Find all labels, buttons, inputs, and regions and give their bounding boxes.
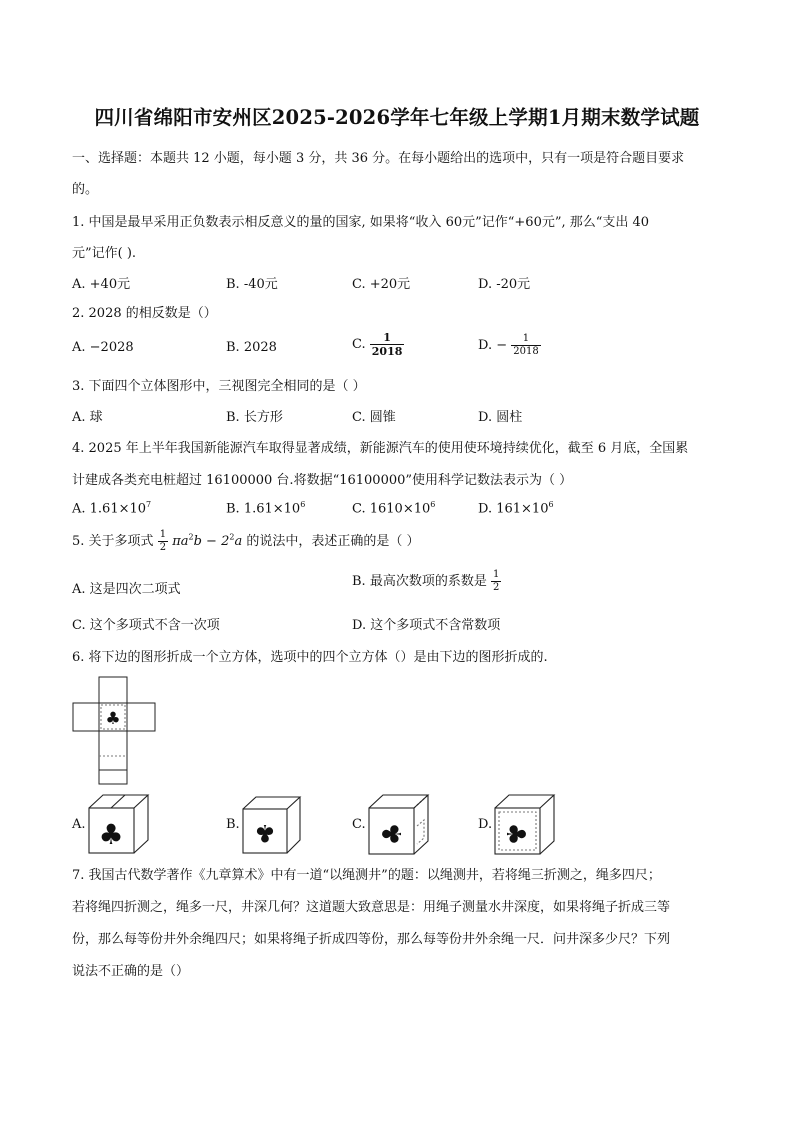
q2-option-b: B. 2028 [226, 340, 277, 355]
q5-polynomial-fraction [158, 530, 168, 553]
q2-option-a: A. −2028 [72, 340, 134, 355]
q2-option-c-denominator: 2018 [371, 345, 403, 358]
q1-option-c: C. +20元 [352, 277, 411, 292]
q5-polynomial-exp2: 2 [229, 532, 235, 542]
q4-stem-line2: 计建成各类充电桩超过 16100000 台.将数据“16100000”使用科学记数法表示为（ ） [72, 473, 573, 488]
page-title: 四川省绵阳市安州区2025-2026学年七年级上学期1月期末数学试题 [94, 106, 700, 129]
q6-option-d-cube [494, 794, 556, 856]
q7-stem-line1: 7. 我国古代数学著作《九章算术》中有一道“以绳测井”的题：以绳测井，若将绳三折测之，绳多四尺； [72, 868, 661, 883]
q4-option-c [352, 500, 435, 516]
q5-option-b-denominator: 2 [492, 582, 500, 593]
q2-option-c-label: C. [352, 337, 366, 352]
club-icon: ♣ [378, 822, 408, 846]
q4-option-b [226, 500, 305, 516]
q3-option-a: A. 球 [72, 410, 103, 425]
q5-polynomial-term1: πa [172, 534, 189, 549]
q1-option-a: A. +40元 [72, 277, 131, 292]
section-instructions-line2: 的。 [72, 182, 99, 197]
q7-stem-line4: 说法不正确的是（） [72, 964, 190, 979]
q4-option-b-exponent: 6 [300, 500, 306, 509]
q1-stem-line2: 元”记作( ). [72, 246, 137, 261]
q2-option-d-fraction [511, 334, 540, 357]
q2-option-d [478, 334, 541, 357]
q4-option-c-base: C. 1610×10 [352, 501, 431, 517]
q2-stem: 2. 2028 的相反数是（） [72, 306, 217, 321]
q4-option-b-base: B. 1.61×10 [226, 501, 301, 517]
q5-option-b-fraction [491, 570, 501, 593]
q2-option-d-denominator: 2018 [513, 346, 539, 357]
q5-fraction-numerator: 1 [159, 529, 167, 540]
q1-stem-line1: 1. 中国是最早采用正负数表示相反意义的量的国家, 如果将“收入 60元”记作“+60元”, 那么“支出 40 [72, 215, 650, 230]
net-face-lower [99, 731, 127, 784]
q1-option-d: D. -20元 [478, 277, 531, 292]
q5-polynomial-exp1: 2 [188, 532, 194, 542]
q2-option-d-numerator: 1 [511, 334, 540, 346]
q5-option-b-numerator: 1 [492, 569, 500, 580]
club-icon: ♣ [500, 822, 530, 846]
q5-option-a: A. 这是四次二项式 [72, 582, 181, 597]
q5-stem-prefix: 5. 关于多项式 [72, 534, 154, 549]
club-icon: ♣ [254, 819, 276, 847]
q3-option-d: D. 圆柱 [478, 410, 523, 425]
club-icon: ♣ [105, 709, 121, 729]
q4-option-d [478, 500, 554, 516]
q4-option-a-base: A. 1.61×10 [72, 501, 147, 517]
q2-option-c [352, 332, 404, 357]
q5-fraction-denominator: 2 [159, 542, 167, 553]
q6-option-a-label: A. [72, 817, 86, 832]
q4-option-d-exponent: 6 [548, 500, 554, 509]
club-icon: ♣ [98, 818, 124, 851]
q3-option-c: C. 圆锥 [352, 410, 396, 425]
q5-stem-suffix: 的说法中，表述正确的是（ ） [246, 534, 420, 549]
cube-net-diagram [72, 676, 156, 786]
q6-option-a-cube [88, 794, 150, 854]
q5-option-b-text: B. 最高次数项的系数是 [352, 574, 487, 589]
q6-option-b-cube [242, 796, 302, 856]
q2-option-c-fraction [370, 332, 405, 357]
q4-option-a [72, 500, 151, 516]
q6-option-c-label: C. [352, 817, 366, 832]
q6-stem: 6. 将下边的图形折成一个立方体，选项中的四个立方体（）是由下边的图形折成的. [72, 650, 548, 665]
q5-polynomial-term2: b − 2 [193, 534, 230, 549]
q5-stem [72, 530, 419, 553]
q3-stem: 3. 下面四个立体图形中，三视图完全相同的是（ ） [72, 379, 366, 394]
q7-stem-line2: 若将绳四折测之，绳多一尺，井深几何？这道题大致意思是：用绳子测量水井深度，如果将绳子折成三等 [72, 900, 671, 915]
q5-option-c: C. 这个多项式不含一次项 [72, 618, 220, 633]
q4-option-d-base: D. 161×10 [478, 501, 549, 517]
q3-option-b: B. 长方形 [226, 410, 283, 425]
q5-polynomial-term3: a [234, 534, 243, 549]
q5-option-d: D. 这个多项式不含常数项 [352, 618, 501, 633]
q2-option-c-numerator: 1 [370, 332, 405, 345]
q6-option-c-cube [368, 794, 430, 856]
q1-option-b: B. -40元 [226, 277, 278, 292]
net-face-top [99, 677, 127, 703]
q4-stem-line1: 4. 2025 年上半年我国新能源汽车取得显著成绩，新能源汽车的使用使环境持续优化，截至 6 月底，全国累 [72, 441, 689, 456]
q2-option-d-label: D. − [478, 338, 508, 353]
q6-option-d-label: D. [478, 817, 493, 832]
q4-option-c-exponent: 6 [430, 500, 436, 509]
q6-option-b-label: B. [226, 817, 240, 832]
q4-option-a-exponent: 7 [146, 500, 152, 509]
q5-option-b [352, 570, 501, 593]
q7-stem-line3: 份，那么每等份井外余绳四尺；如果将绳子折成四等份，那么每等份井外余绳一尺．问井深多少尺？下列 [72, 932, 671, 947]
section-instructions-line1: 一、选择题：本题共 12 小题，每小题 3 分，共 36 分。在每小题给出的选项中，只有一项是符合题目要求 [72, 151, 685, 166]
